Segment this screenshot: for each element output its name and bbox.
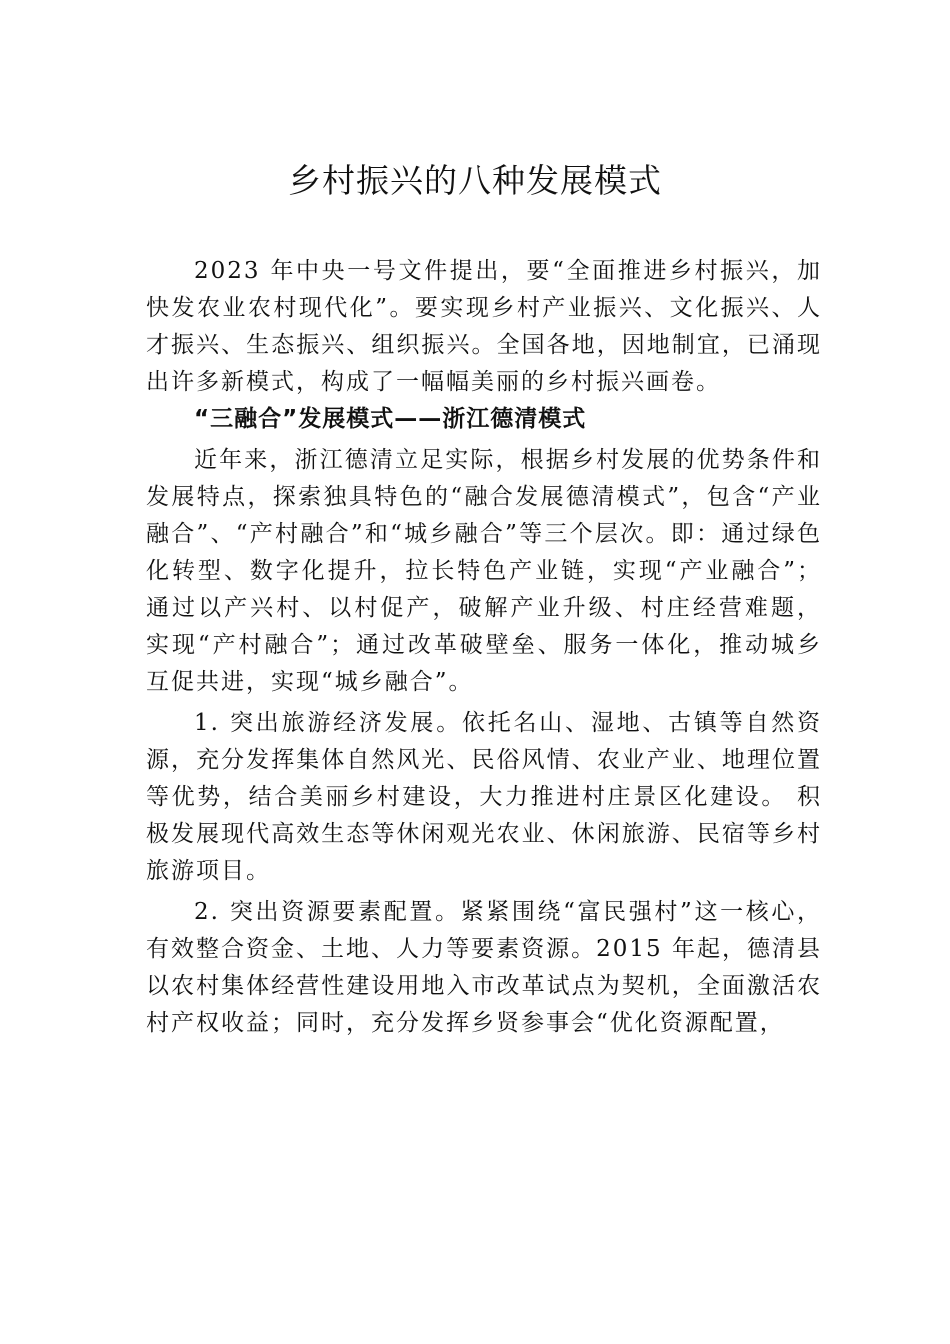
section-heading: “三融合”发展模式——浙江德清模式 (194, 406, 587, 432)
numbered-paragraph-text: 依托名山、湿地、古镇等自然资源，充分发挥集体自然风光、民俗风情、农业产业、地理位置等优势，结合美丽乡村建设，大力推进村庄景区化建设。 积极发展现代高效生态等休闲观光农业、休闲旅游、民宿等乡村旅游项目。 (146, 710, 822, 884)
intro-paragraph: 2023 年中央一号文件提出，要“全面推进乡村振兴，加快发农业农村现代化”。要实现乡村产业振兴、文化振兴、人才振兴、生态振兴、组织振兴。全国各地，因地制宜，已涌现出许多新模式，构成了一幅幅美丽的乡村振兴画卷。 (146, 258, 822, 395)
numbered-paragraph-text: 紧紧围绕“富民强村”这一核心，有效整合资金、土地、人力等要素资源。2015 年起，德清县以农村集体经营性建设用地入市改革试点为契机，全面激活农村产权收益；同时，充分发挥乡贤参事会“优化资源配置， (146, 899, 822, 1036)
section-overview-paragraph: 近年来，浙江德清立足实际，根据乡村发展的优势条件和发展特点，探索独具特色的“融合发展德清模式”，包含“产业融合”、“产村融合”和“城乡融合”等三个层次。即：通过绿色化转型、数字化提升，拉长特色产业链，实现“产业融合”；通过以产兴村、以村促产，破解产业升级、村庄经营难题， 实现“产村融合”；通过改革破壁垒、服务一体化，推动城乡互促共进，实现“城乡融合”。 (146, 447, 822, 695)
document-body (146, 253, 822, 1042)
document-title: 乡村振兴的八种发展模式 (288, 161, 662, 200)
numbered-paragraph-lead: 2. 突出资源要素配置。 (194, 899, 461, 925)
numbered-paragraph-2 (146, 894, 822, 1042)
numbered-paragraph-lead: 1. 突出旅游经济发展。 (194, 710, 462, 736)
numbered-paragraph-1 (146, 705, 822, 890)
